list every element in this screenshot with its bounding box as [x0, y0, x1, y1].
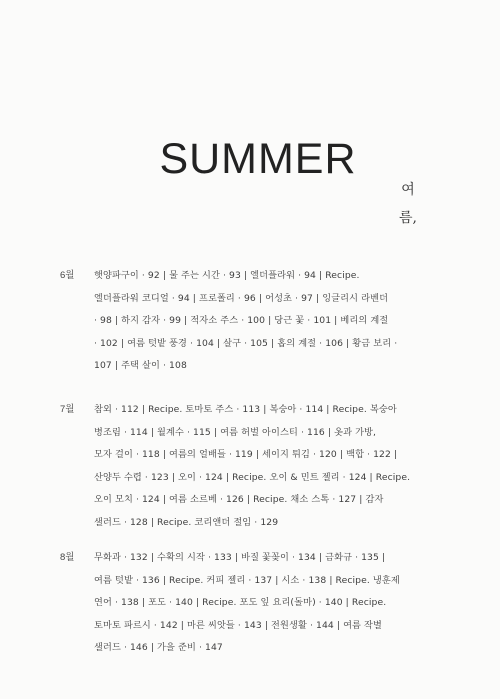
toc-line: 토마토 파르시 · 142 | 마른 씨앗들 · 143 | 전원생활 · 144 | 여름 작별: [94, 619, 382, 631]
toc-line: 오이 모치 · 124 | 여름 소르베 · 126 | Recipe. 채소 스톡 · 127 | 감자: [94, 494, 384, 505]
toc-line: · 102 | 여름 텃밭 풍경 · 104 | 살구 · 105 | 홉의 계절 · 106 | 황금 보리 ·: [94, 337, 398, 349]
toc-line: 샐러드 · 128 | Recipe. 코리앤더 절임 · 129: [94, 516, 279, 528]
toc-line: 여름 텃밭 · 136 | Recipe. 커피 젤리 · 137 | 시소 · 138 | Recipe. 냉훈제: [94, 574, 400, 586]
month-label: 6월: [60, 270, 75, 281]
toc-line: 참외 · 112 | Recipe. 토마토 주스 · 113 | 복숭아 · 114 | Recipe. 복숭아: [94, 404, 397, 415]
subtitle-char: 여: [401, 182, 415, 198]
toc-line: 107 | 주택 살이 · 108: [94, 360, 187, 371]
toc-line: 햇양파구이 · 92 | 물 주는 시간 · 93 | 엘더플라워 · 94 | Recipe.: [94, 270, 360, 281]
month-label: 8월: [60, 552, 75, 563]
month-label: 7월: [60, 404, 75, 415]
toc-lines: [94, 549, 434, 662]
toc-line: 샐러드 · 146 | 가을 준비 · 147: [94, 642, 223, 653]
vertical-subtitle: [398, 176, 418, 232]
toc-lines: [94, 401, 434, 536]
toc-line: 엘더플라워 코디얼 · 94 | 프로폴리 · 96 | 어성초 · 97 | 잉글리시 라벤더: [94, 292, 389, 304]
page-title: SUMMER: [159, 135, 357, 183]
subtitle-char: 름,: [399, 210, 417, 226]
toc-line: 모자 걸이 · 118 | 여름의 얼배들 · 119 | 세이지 튀김 · 120 | 백합 · 122 |: [94, 449, 398, 460]
toc-line: · 98 | 하지 감자 · 99 | 적자소 주스 · 100 | 당근 꽃 · 101 | 베리의 계절: [94, 315, 389, 326]
toc-lines: [94, 267, 434, 380]
toc-line: 산양두 수렵 · 123 | 오이 · 124 | Recipe. 오이 & 민트 젤리 · 124 | Recipe.: [94, 471, 411, 483]
toc-line: 병조림 · 114 | 월계수 · 115 | 여름 허벌 아이스티 · 116 | 옷과 가방,: [94, 426, 377, 438]
toc-line: 연어 · 138 | 포도 · 140 | Recipe. 포도 잎 요리(돌마) · 140 | Recipe.: [94, 597, 387, 608]
toc-line: 무화과 · 132 | 수확의 시작 · 133 | 바질 꽃꽂이 · 134 | 금화규 · 135 |: [94, 552, 386, 563]
